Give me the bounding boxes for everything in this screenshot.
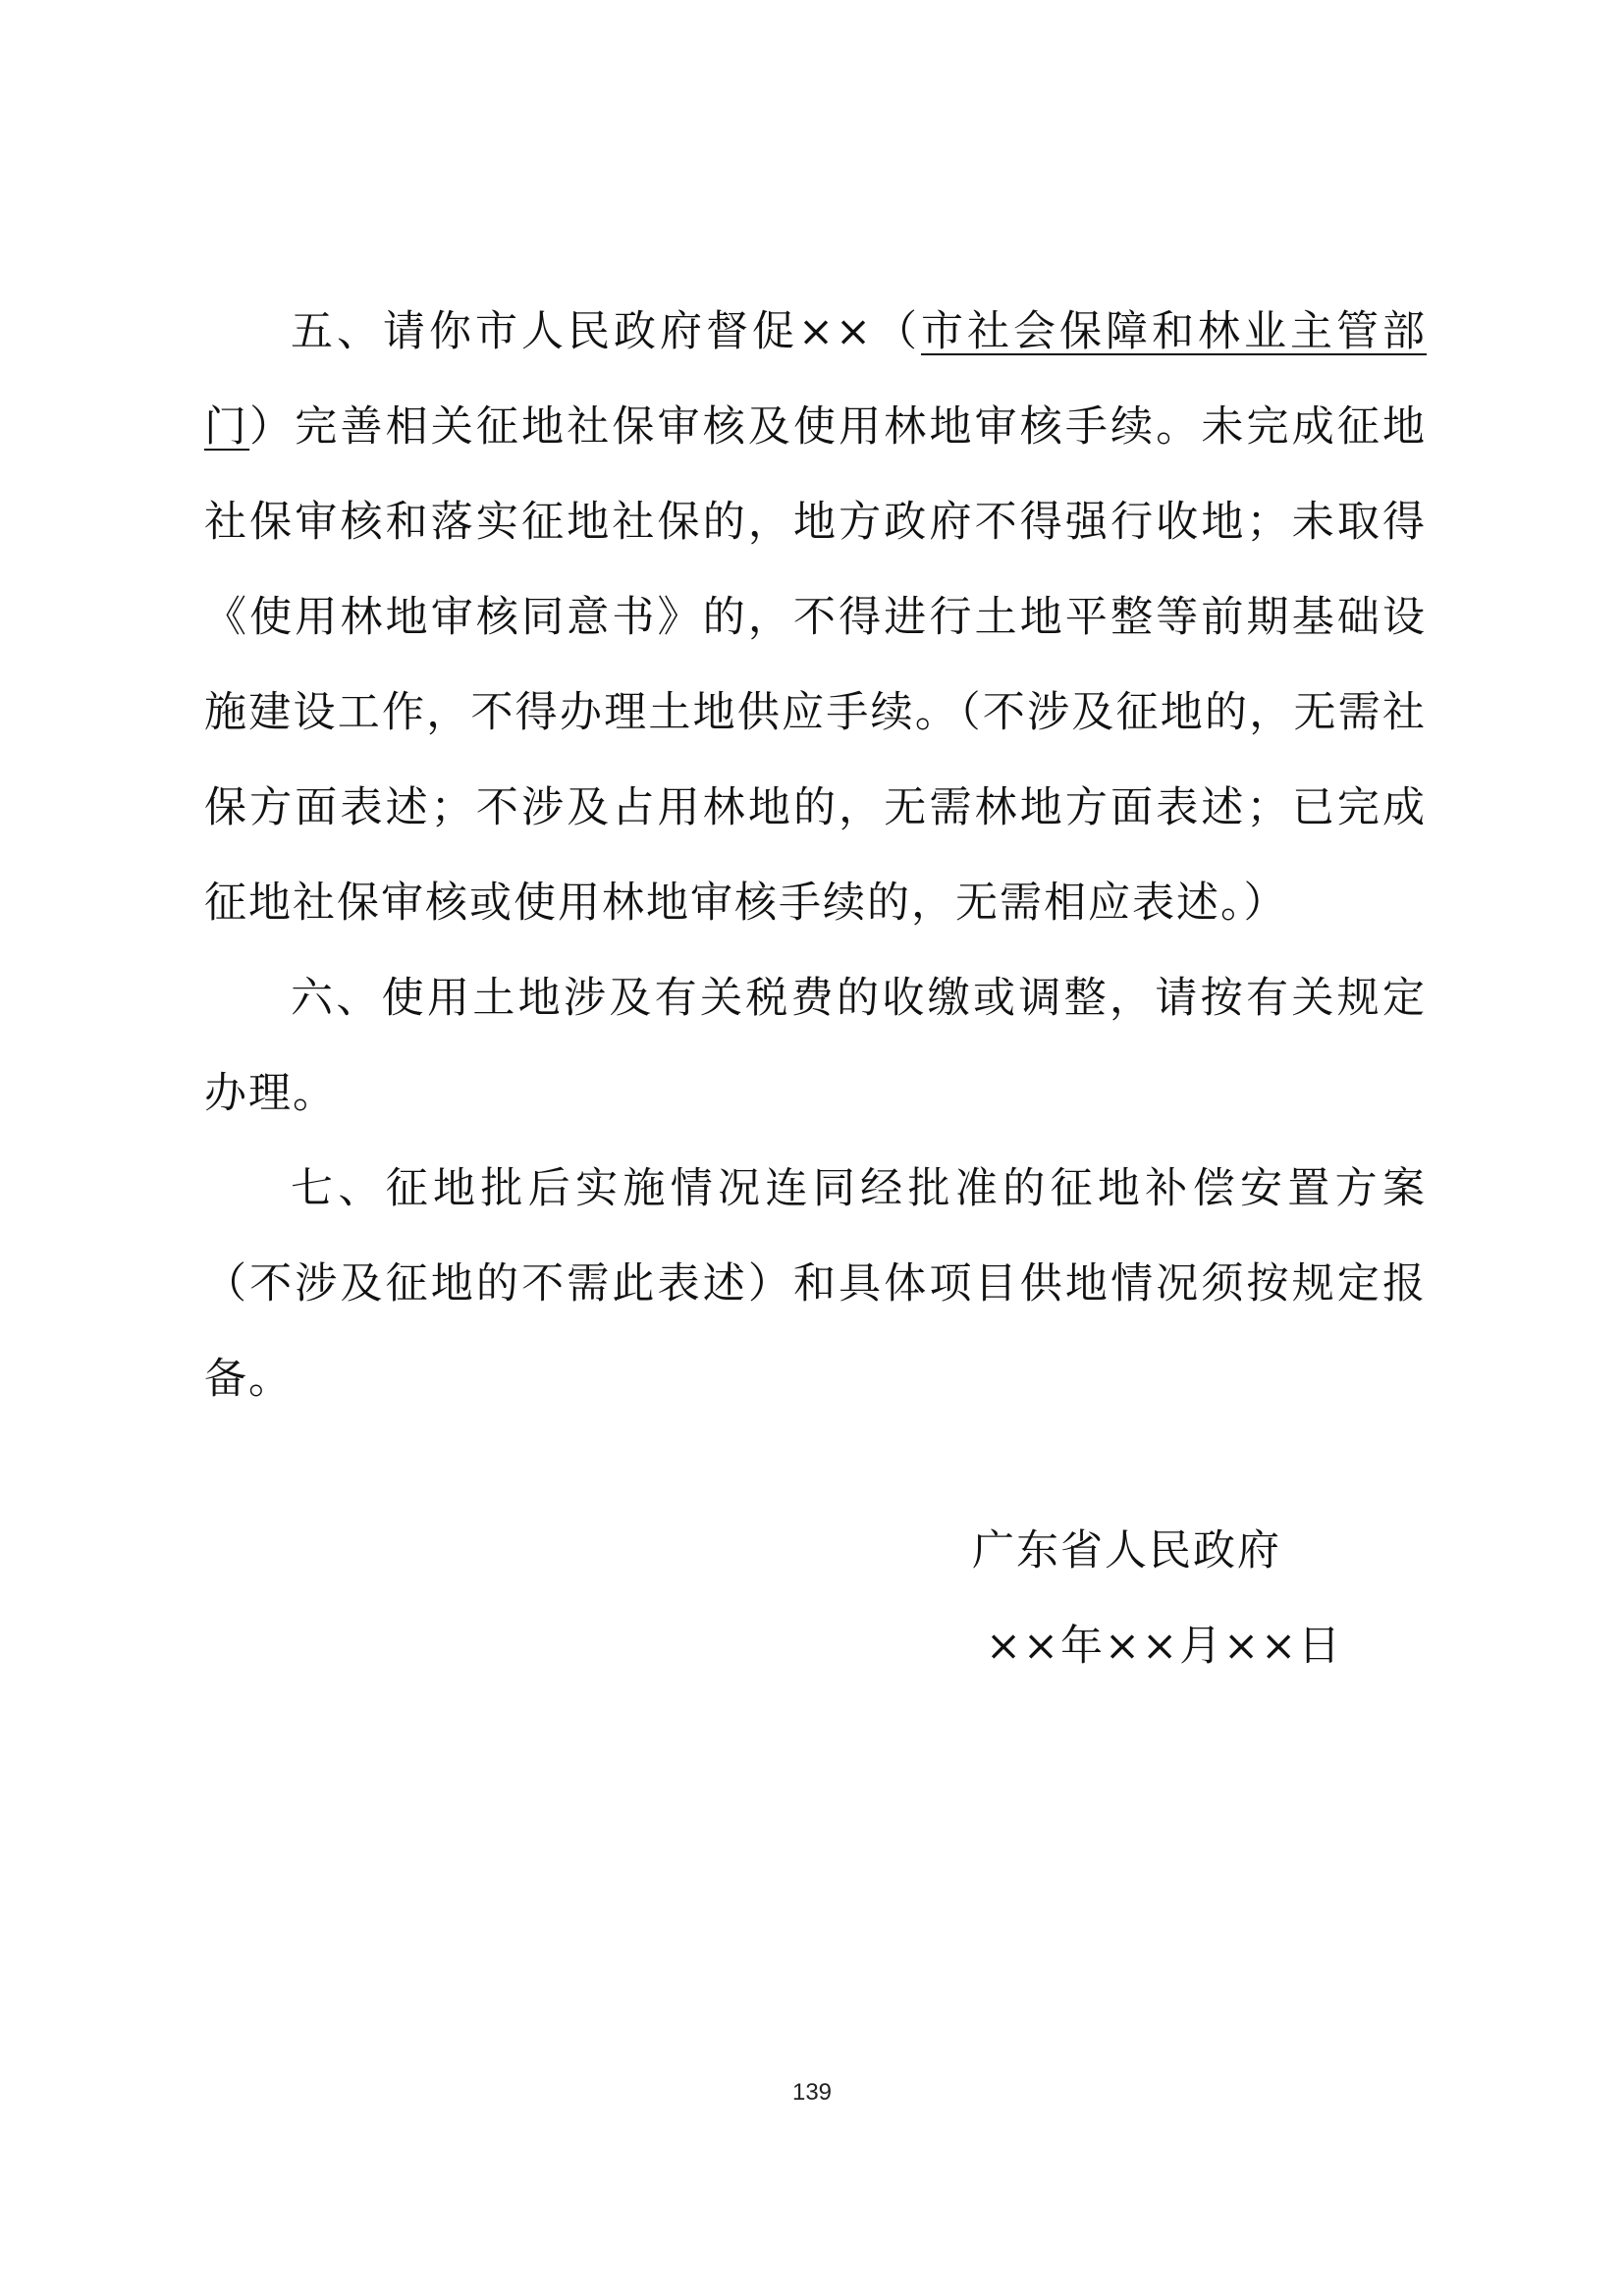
paragraph-5-lead: 五、请你市人民政府督促××（ (291, 307, 922, 356)
paragraph-7: 七、征地批后实施情况连同经批准的征地补偿安置方案（不涉及征地的不需此表述）和具体项目供地情况须按规定报备。 (204, 1164, 1427, 1404)
paragraph-6: 六、使用土地涉及有关税费的收缴或调整，请按有关规定办理。 (204, 974, 1427, 1118)
paragraph-5-underlined-department: 市社会保障和林业主管部门 (204, 307, 1428, 452)
signature-date: ××年××月××日 (986, 1622, 1343, 1671)
document-body (204, 285, 1427, 1427)
page-number: 139 (791, 2079, 833, 2106)
paragraph-5-rest: ）完善相关征地社保审核及使用林地审核手续。未完成征地社保审核和落实征地社保的，地方政府不得强行收地；未取得《使用林地审核同意书》的，不得进行土地平整等前期基础设施建设工作，不得办理土地供应手续。（不涉及征地的，无需社保方面表述；不涉及占用林地的，无需林地方面表述；已完成征地社保审核或使用林地审核手续的，无需相应表述。） (204, 402, 1428, 928)
paragraph-5 (204, 285, 1427, 951)
signature-block (972, 1504, 1424, 1694)
signature-organization: 广东省人民政府 (972, 1526, 1281, 1575)
